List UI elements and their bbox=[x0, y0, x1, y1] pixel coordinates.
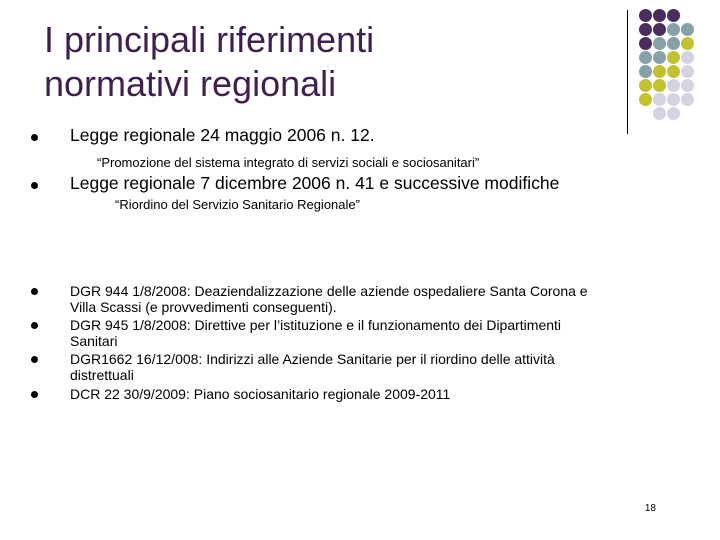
law-1-note: “Promozione del sistema integrato di servizi sociali e sociosanitari” bbox=[97, 155, 480, 170]
item-2-line-2: Sanitari bbox=[70, 333, 118, 349]
page-number: 18 bbox=[644, 503, 656, 514]
law-2-note: “Riordino del Servizio Sanitario Regionale” bbox=[115, 197, 360, 212]
decorative-dot bbox=[653, 79, 666, 92]
bullet-icon bbox=[31, 288, 38, 295]
bullet-icon bbox=[31, 356, 38, 363]
decorative-dot bbox=[667, 93, 680, 106]
decorative-dot bbox=[681, 51, 694, 64]
item-4-line-1: DCR 22 30/9/2009: Piano sociosanitario regionale 2009-2011 bbox=[70, 386, 451, 402]
title-line-2: normativi regionali bbox=[44, 63, 337, 104]
decorative-dot bbox=[681, 93, 694, 106]
decorative-dot bbox=[667, 9, 680, 22]
decorative-dot bbox=[653, 93, 666, 106]
item-1-line-1: DGR 944 1/8/2008: Deaziendalizzazione delle aziende ospedaliere Santa Corona e bbox=[70, 283, 588, 299]
law-2-heading: Legge regionale 7 dicembre 2006 n. 41 e successive modifiche bbox=[70, 173, 560, 193]
decorative-dot bbox=[653, 9, 666, 22]
decorative-dot bbox=[639, 9, 652, 22]
bullet-icon bbox=[31, 391, 38, 398]
bullet-icon bbox=[31, 322, 38, 329]
law-1-heading: Legge regionale 24 maggio 2006 n. 12. bbox=[70, 125, 375, 145]
decorative-dot bbox=[639, 23, 652, 36]
decorative-dot bbox=[667, 51, 680, 64]
decorative-dot bbox=[681, 37, 694, 50]
decorative-dot bbox=[653, 37, 666, 50]
decorative-dot bbox=[667, 79, 680, 92]
decorative-dot bbox=[653, 23, 666, 36]
item-3-line-1: DGR1662 16/12/008: Indirizzi alle Aziende Sanitarie per il riordino delle attività bbox=[70, 351, 555, 367]
decorative-dot bbox=[667, 23, 680, 36]
decorative-dot bbox=[639, 79, 652, 92]
decorative-dot bbox=[681, 65, 694, 78]
decorative-dot bbox=[639, 37, 652, 50]
decorative-dot bbox=[639, 93, 652, 106]
decorative-dot bbox=[667, 37, 680, 50]
decorative-dot bbox=[639, 65, 652, 78]
decorative-dot bbox=[653, 51, 666, 64]
bullet-icon bbox=[31, 182, 38, 189]
item-3-line-2: distrettuali bbox=[70, 367, 134, 383]
item-1-line-2: Villa Scassi (e provvedimenti conseguenti). bbox=[70, 299, 337, 315]
decorative-dot bbox=[653, 107, 666, 120]
item-2-line-1: DGR 945 1/8/2008: Direttive per l’istituzione e il funzionamento dei Dipartimenti bbox=[70, 317, 562, 333]
decorative-dot bbox=[667, 65, 680, 78]
decorative-dot bbox=[681, 79, 694, 92]
title-divider bbox=[627, 10, 628, 134]
decorative-dot bbox=[667, 107, 680, 120]
decorative-dot bbox=[653, 65, 666, 78]
title-line-1: I principali riferimenti bbox=[44, 19, 375, 60]
decorative-dot bbox=[681, 23, 694, 36]
decorative-dot-grid bbox=[639, 9, 719, 121]
decorative-dot bbox=[639, 51, 652, 64]
slide-title bbox=[44, 18, 604, 106]
bullet-icon bbox=[31, 134, 38, 141]
